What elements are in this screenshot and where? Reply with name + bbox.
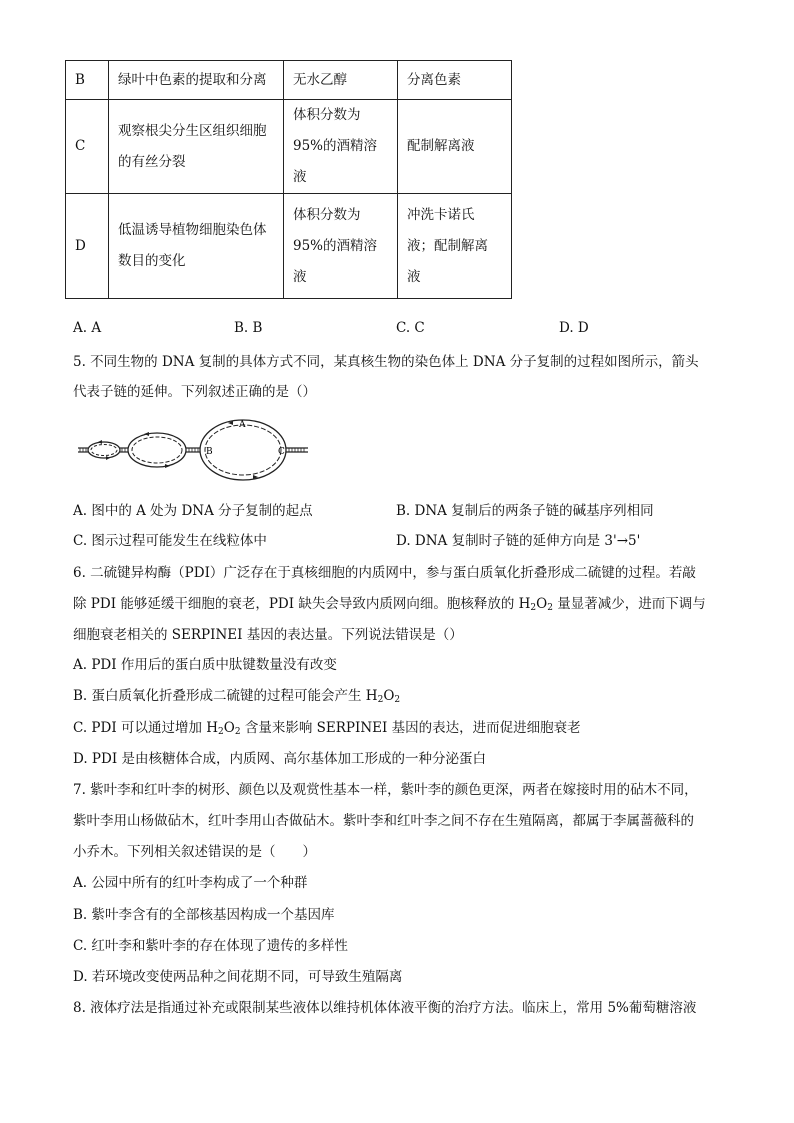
q7-option-a: A. 公园中所有的红叶李构成了一个种群 — [73, 875, 308, 891]
reagent-cell: 无水乙醇 — [284, 61, 398, 100]
q8-stem-line1: 8. 液体疗法是指通过补充或限制某些液体以维持机体体液平衡的治疗方法。临床上，常用 5%葡萄糖溶液 — [73, 1000, 697, 1016]
q4-option-d: D. D — [559, 320, 589, 336]
table-row — [66, 100, 512, 194]
purpose-cell: 分离色素 — [398, 61, 512, 100]
label-b: B — [206, 447, 213, 457]
q4-option-a: A. A — [73, 320, 102, 336]
purpose-cell: 冲洗卡诺氏 液；配制解离 液 — [398, 194, 512, 299]
q7-option-b: B. 紫叶李含有的全部核基因构成一个基因库 — [73, 907, 335, 923]
label-a: A — [239, 420, 246, 430]
table-row — [66, 194, 512, 299]
q6-option-b: B. 蛋白质氧化折叠形成二硫键的过程可能会产生 $H_2O_2$ — [73, 688, 401, 705]
q4-option-b: B. B — [234, 320, 263, 336]
q7-stem-line3: 小乔木。下列相关叙述错误的是（ ） — [73, 844, 316, 860]
q6-option-d: D. PDI 是由核糖体合成，内质网、高尔基体加工形成的一种分泌蛋白 — [73, 751, 486, 767]
row-label: B — [66, 61, 109, 100]
q7-stem-line2: 紫叶李用山杨做砧木，红叶李用山杏做砧木。紫叶李和红叶李之间不存在生殖隔离，都属于李属蔷薇科的 — [73, 813, 694, 829]
experiment-cell: 绿叶中色素的提取和分离 — [109, 61, 284, 100]
q6-stem-line2: 除 PDI 能够延缓干细胞的衰老，PDI 缺失会导致内质网向细。胞核释放的 $H_2O_2$ 量显著减少，进而下调与 — [73, 596, 706, 613]
q5-option-c: C. 图示过程可能发生在线粒体中 — [73, 533, 267, 549]
q5-option-d: D. DNA 复制时子链的延伸方向是 3'→5' — [396, 533, 641, 549]
experiment-cell: 低温诱导植物细胞染色体 数目的变化 — [109, 194, 284, 299]
dna-replication-diagram — [78, 415, 328, 485]
q6-option-a: A. PDI 作用后的蛋白质中肽键数量没有改变 — [73, 657, 337, 673]
q5-stem-line2: 代表子链的延伸。下列叙述正确的是（） — [73, 384, 316, 400]
label-c: C — [278, 447, 285, 457]
q6-stem-line3: 细胞衰老相关的 SERPINEI 基因的表达量。下列说法错误是（） — [73, 627, 463, 643]
q4-option-c: C. C — [396, 320, 425, 336]
q5-stem-line1: 5. 不同生物的 DNA 复制的具体方式不同，某真核生物的染色体上 DNA 分子复制的过程如图所示，箭头 — [73, 354, 699, 370]
q7-stem-line1: 7. 紫叶李和红叶李的树形、颜色以及观赏性基本一样，紫叶李的颜色更深，两者在嫁接时用的砧木不同， — [73, 782, 698, 798]
row-label: C — [66, 100, 109, 194]
row-label: D — [66, 194, 109, 299]
q6-stem-line1: 6. 二硫键异构酶（PDI）广泛存在于真核细胞的内质网中，参与蛋白质氧化折叠形成二硫键的过程。若敲 — [73, 565, 696, 581]
q6-option-c: C. PDI 可以通过增加 $H_2O_2$ 含量来影响 SERPINEI 基因的表达，进而促进细胞衰老 — [73, 720, 581, 737]
reagent-cell: 体积分数为 95%的酒精溶液 — [284, 100, 398, 194]
reagent-cell: 体积分数为 95%的酒精溶液 — [284, 194, 398, 299]
purpose-cell: 配制解离液 — [398, 100, 512, 194]
q7-option-d: D. 若环境改变使两品种之间花期不同，可导致生殖隔离 — [73, 969, 403, 985]
table-row — [66, 61, 512, 100]
experiment-table — [65, 60, 512, 299]
q5-option-b: B. DNA 复制后的两条子链的碱基序列相同 — [396, 503, 654, 519]
q7-option-c: C. 红叶李和紫叶李的存在体现了遗传的多样性 — [73, 938, 348, 954]
experiment-cell: 观察根尖分生区组织细胞 的有丝分裂 — [109, 100, 284, 194]
q5-option-a: A. 图中的 A 处为 DNA 分子复制的起点 — [73, 503, 313, 519]
